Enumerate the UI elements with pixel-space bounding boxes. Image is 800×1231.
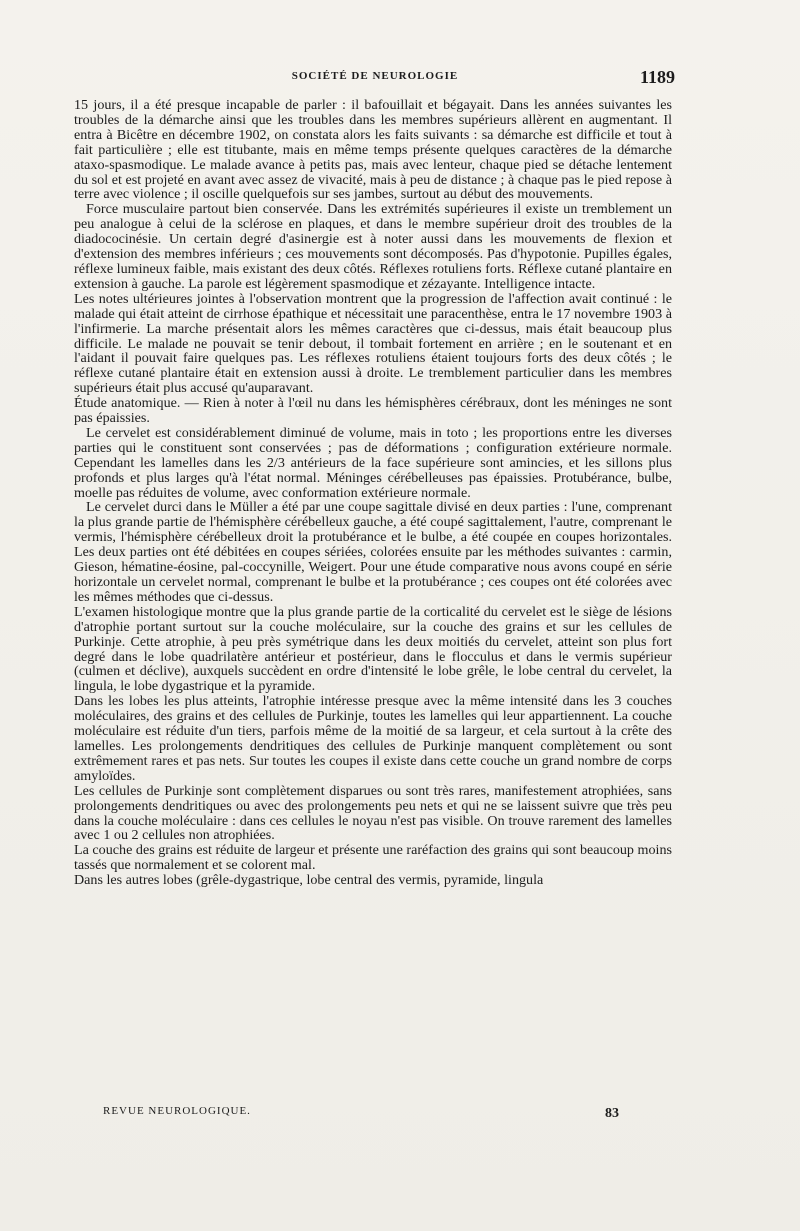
paragraph: L'examen histologique montre que la plus grande partie de la corticalité du cervelet est le siège de lésions d'atrophie portant surtout sur la couche moléculaire, sur la couche des grains et sur les cellules de Purkinje. Cette atrophie, à peu près symétrique dans les deux moitiés du cervelet, atteint son plus fort degré dans le lobe quadrilatère antérieur et postérieur, dans le flocculus et dans le vermis supérieur (culmen et déclive), auxquels succèdent en ordre d'intensité le lobe grêle, le lobe central du cervelet, la lingula, le lobe dygastrique et la pyramide. — [74, 603, 672, 695]
paragraph: Les cellules de Purkinje sont complètement disparues ou sont très rares, manifestement atrophiées, sans prolongements dendritiques ou avec des prolongements peu nets et qui ne se laissent suivre que très peu dans la couche moléculaire : dans ces cellules le noyau n'est pas visible. On trouve rarement des lamelles avec 1 ou 2 cellules non atrophiées. — [74, 782, 672, 844]
article-body — [74, 98, 672, 888]
running-head — [75, 67, 675, 87]
paragraph: Les notes ultérieures jointes à l'observation montrent que la progression de l'affection avait continué : le malade qui était atteint de cirrhose épathique et nécessitait une paracenthèse, entra le 17 novembre 1903 à l'infirmerie. La marche présentait alors les mêmes caractères que ci-dessus, mais était beaucoup plus difficile. Le malade ne pouvait se tenir debout, il tombait fortement en arrière ; en le soutenant et en l'aidant il pouvait faire quelques pas. Les réflexes rotuliens étaient toujours forts des deux côtés ; le réflexe cutané plantaire était en extension aussi à droite. Le tremblement particulier dans les membres supérieurs était plus accusé qu'auparavant. — [74, 290, 672, 397]
paragraph: Dans les lobes les plus atteints, l'atrophie intéresse presque avec la même intensité dans les 3 couches moléculaires, des grains et des cellules de Purkinje, toutes les lamelles qui leur appartiennent. La couche moléculaire est réduite d'un tiers, parfois même de la moitié de sa largeur, et cela surtout à la crête des lamelles. Les prolongements dendritiques des cellules de Purkinje manquent complètement ou sont extrêmement rares et pas nets. Sur toutes les coupes il existe dans cette couche un grand nombre de corps amyloïdes. — [74, 693, 672, 784]
journal-name: REVUE NEUROLOGIQUE. — [103, 1105, 251, 1117]
paragraph: Le cervelet durci dans le Müller a été par une coupe sagittale divisé en deux parties : l'une, comprenant la plus grande partie de l'hémisphère cérébelleux gauche, a été coupé sagittalement, l'autre, comprenant le vermis, l'hémisphère cérébelleux droit la protubérance et le bulbe, a été coupée en coupes horizontales. Les deux parties ont été débitées en coupes sériées, colorées ensuite par les méthodes suivantes : carmin, Gieson, hématine-éosine, pal-coccynille, Weigert. Pour une étude comparative nous avons coupé en série horizontale un cervelet normal, comprenant le bulbe et la protubérance ; ces coupes ont été colorées avec les mêmes méthodes que ci-dessus. — [74, 499, 672, 605]
paragraph: Force musculaire partout bien conservée. Dans les extrémités supérieures il existe un tremblement un peu analogue à celui de la sclérose en plaques, et dans le membre supérieur droit des troubles de la diadococinésie. Un certain degré d'asinergie est à noter aussi dans les mouvements de flexion et d'extension des membres inférieurs ; ces mouvements sont décomposés. Pas d'hypotonie. Pupilles égales, réflexe lumineux faible, mais existant des deux côtés. Réflexes rotuliens forts. Réflexe cutané plantaire en extension à gauche. La parole est légèrement spasmodique et zézayante. Intelligence intacte. — [74, 201, 672, 292]
paragraph-etude-anatomique: Étude anatomique. — Rien à noter à l'œil nu dans les hémisphères cérébraux, dont les méninges ne sont pas épaissies. — [74, 395, 672, 427]
paragraph: 15 jours, il a été presque incapable de parler : il bafouillait et bégayait. Dans les années suivantes les troubles de la démarche ainsi que les troubles dans les membres supérieurs allèrent en augmentant. Il entra à Bicêtre en décembre 1902, on constata alors les faits suivants : sa démarche est difficile et tout à fait particulière ; elle est titubante, mais en même temps présente quelques caractères de la démarche ataxo-spasmodique. Le malade avance à petits pas, mais avec lenteur, chaque pied se détache lentement du sol et est projeté en avant avec assez de vivacité, mais à peu de distance ; à chaque pas le pied repose à terre avec violence ; il oscille quelquefois sur ses jambes, surtout au début des mouvements. — [74, 97, 672, 203]
running-title: SOCIÉTÉ DE NEUROLOGIE — [291, 70, 459, 82]
sheet-number: 83 — [605, 1106, 619, 1121]
page-number: 1189 — [639, 67, 675, 87]
paragraph: Le cervelet est considérablement diminué de volume, mais in toto ; les proportions entre les diverses parties qui le constituent sont conservées ; pas de déformations ; configuration extérieure normale. Cependant les lamelles dans les 2/3 antérieurs de la face supérieure sont amincies, et les sillons plus profonds et plus larges qu'à l'état normal. Méninges cérébelleuses pas épaissies. Protubérance, bulbe, moelle pas réduites de volume, avec conformation extérieure normale. — [74, 424, 672, 501]
paragraph: Dans les autres lobes (grêle-dygastrique, lobe central des vermis, pyramide, lingula — [74, 872, 544, 889]
paragraph: La couche des grains est réduite de largeur et présente une raréfaction des grains qui sont beaucoup moins tassés que normalement et se colorent mal. — [74, 842, 672, 874]
page-footer — [103, 1105, 623, 1125]
